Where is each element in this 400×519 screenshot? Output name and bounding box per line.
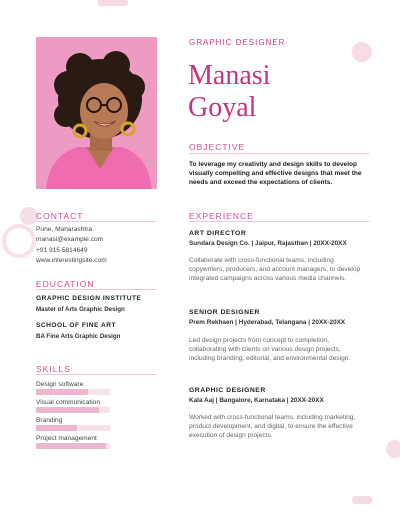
- decorative-tab: [98, 0, 128, 6]
- skill-item: [36, 416, 110, 431]
- skills-heading: SKILLS: [36, 364, 71, 374]
- experience-heading: EXPERIENCE: [189, 211, 254, 221]
- contact-phone: +91 915 5814649: [36, 246, 88, 254]
- education-school: SCHOOL OF FINE ART: [36, 322, 117, 329]
- experience-role: GRAPHIC DESIGNER: [189, 387, 266, 394]
- experience-meta: Prem Rekhaen | Hyderabad, Telangana | 20XX-20XX: [189, 319, 346, 326]
- skill-bar-fill: [36, 389, 88, 395]
- section-divider: [36, 289, 156, 290]
- skill-bar: [36, 425, 110, 431]
- experience-role: SENIOR DESIGNER: [189, 309, 260, 316]
- skill-bar: [36, 389, 110, 395]
- experience-meta: Sundara Design Co. | Jaipur, Rajasthan | 20XX-20XX: [189, 240, 347, 247]
- section-divider: [36, 374, 156, 375]
- skill-bar: [36, 407, 110, 413]
- decorative-circle: [386, 440, 400, 458]
- experience-description: Worked with cross-functional teams, including marketing, product development, and digital, to ensure the effective execution of design projects.: [189, 414, 356, 440]
- skill-label: Design software: [36, 381, 84, 388]
- objective-heading: OBJECTIVE: [189, 142, 246, 152]
- skill-item: [36, 398, 110, 413]
- job-title: GRAPHIC DESIGNER: [189, 38, 286, 47]
- education-school: GRAPHIC DESIGN INSTITUTE: [36, 295, 142, 302]
- skill-bar-fill: [36, 425, 77, 431]
- education-degree: BA Fine Arts Graphic Design: [36, 333, 121, 340]
- section-divider: [189, 221, 369, 222]
- contact-email[interactable]: manasi@example.com: [36, 236, 104, 244]
- contact-website[interactable]: www.interestingsite.com: [36, 257, 107, 265]
- contact-heading: CONTACT: [36, 211, 84, 221]
- experience-meta: Kala Aaj | Bangalore, Karnataka | 20XX-20XX: [189, 397, 324, 404]
- contact-list: [36, 225, 107, 267]
- skill-label: Project management: [36, 435, 97, 442]
- person-name: [188, 60, 270, 124]
- experience-role: ART DIRECTOR: [189, 230, 247, 237]
- skill-item: [36, 434, 110, 449]
- decorative-circle: [352, 42, 372, 62]
- last-name: Goyal: [188, 92, 257, 123]
- section-divider: [36, 221, 156, 222]
- contact-location: Pune, Maharashtra: [36, 226, 93, 233]
- education-heading: EDUCATION: [36, 279, 95, 289]
- skill-bar: [36, 443, 110, 449]
- objective-text: To leverage my creativity and design skills to develop visually compelling and effective designs that meet the needs and exceed the expectations of clients.: [189, 161, 362, 187]
- experience-description: Collaborate with cross-functional teams, including copywriters, producers, and account managers, to develop integrated campaigns across various media channels.: [189, 257, 361, 283]
- experience-description: Led design projects from concept to completion, collaborating with clients on various design projects, including branding, editorial, and environmental design.: [189, 337, 351, 363]
- portrait-illustration: [36, 37, 157, 189]
- skill-label: Visual communication: [36, 399, 101, 406]
- skill-label: Branding: [36, 417, 63, 424]
- first-name: Manasi: [188, 60, 271, 91]
- profile-photo: [36, 37, 157, 189]
- skill-item: [36, 380, 110, 395]
- education-degree: Master of Arts Graphic Design: [36, 306, 125, 313]
- section-divider: [189, 153, 369, 154]
- decorative-ring: [2, 224, 36, 258]
- skill-bar-fill: [36, 443, 106, 449]
- skill-bar-fill: [36, 407, 99, 413]
- decorative-tab: [352, 496, 372, 504]
